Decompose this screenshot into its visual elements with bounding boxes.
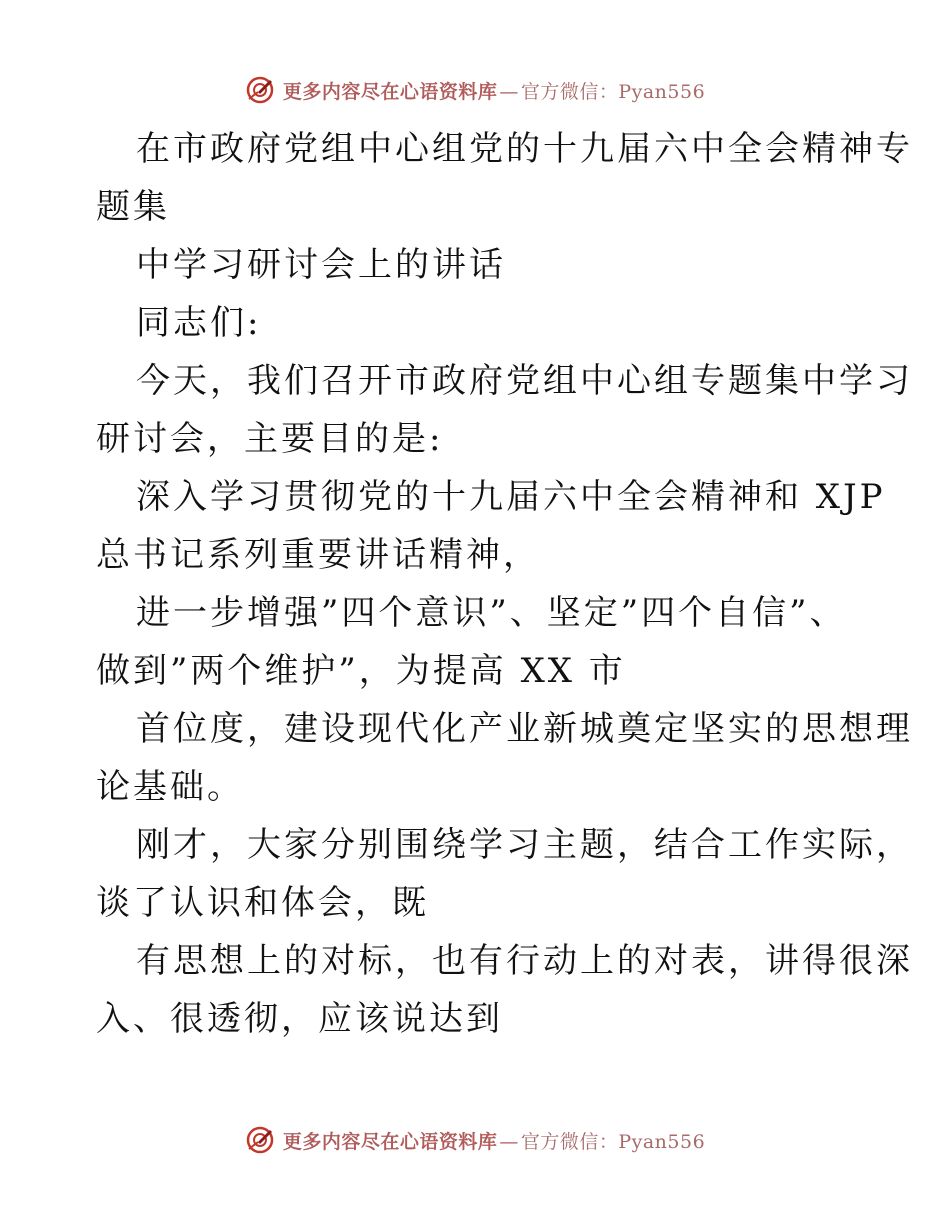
footer-watermark	[0, 1120, 950, 1160]
doc-line: 做到”两个维护”，为提高 XX 市	[96, 651, 626, 691]
doc-line: 中学习研讨会上的讲话	[136, 245, 506, 285]
doc-line: 研讨会，主要目的是:	[96, 419, 444, 459]
header-watermark	[0, 70, 950, 110]
doc-line: 同志们:	[136, 303, 262, 343]
doc-line: 首位度，建设现代化产业新城奠定坚实的思想理	[136, 709, 913, 749]
watermark-dash: —	[499, 1130, 519, 1153]
doc-line: 题集	[96, 187, 170, 227]
watermark-brand: 更多内容尽在心语资料库	[282, 1130, 498, 1153]
doc-line: 今天，我们召开市政府党组中心组专题集中学习	[136, 361, 913, 401]
watermark-brand: 更多内容尽在心语资料库	[282, 80, 498, 103]
doc-line: 进一步增强”四个意识”、坚定”四个自信”、	[136, 593, 847, 633]
doc-line: 刚才，大家分别围绕学习主题，结合工作实际，	[136, 825, 913, 865]
doc-line: 在市政府党组中心组党的十九届六中全会精神专	[136, 129, 913, 169]
doc-line: 谈了认识和体会，既	[96, 883, 429, 923]
doc-line: 论基础。	[96, 767, 244, 807]
pen-logo-icon	[245, 75, 275, 105]
doc-line: 有思想上的对标，也有行动上的对表，讲得很深	[136, 941, 913, 981]
watermark-contact: 官方微信：Pyan556	[520, 1130, 706, 1153]
doc-line: 深入学习贯彻党的十九届六中全会精神和 XJP	[136, 477, 886, 517]
watermark-text	[283, 77, 705, 104]
doc-line: 入、很透彻，应该说达到	[96, 999, 503, 1039]
watermark-text	[283, 1127, 705, 1154]
document-body	[96, 120, 913, 1048]
doc-line: 总书记系列重要讲话精神，	[96, 535, 540, 575]
watermark-contact: 官方微信：Pyan556	[520, 80, 706, 103]
pen-logo-icon	[245, 1125, 275, 1155]
watermark-dash: —	[499, 80, 519, 103]
